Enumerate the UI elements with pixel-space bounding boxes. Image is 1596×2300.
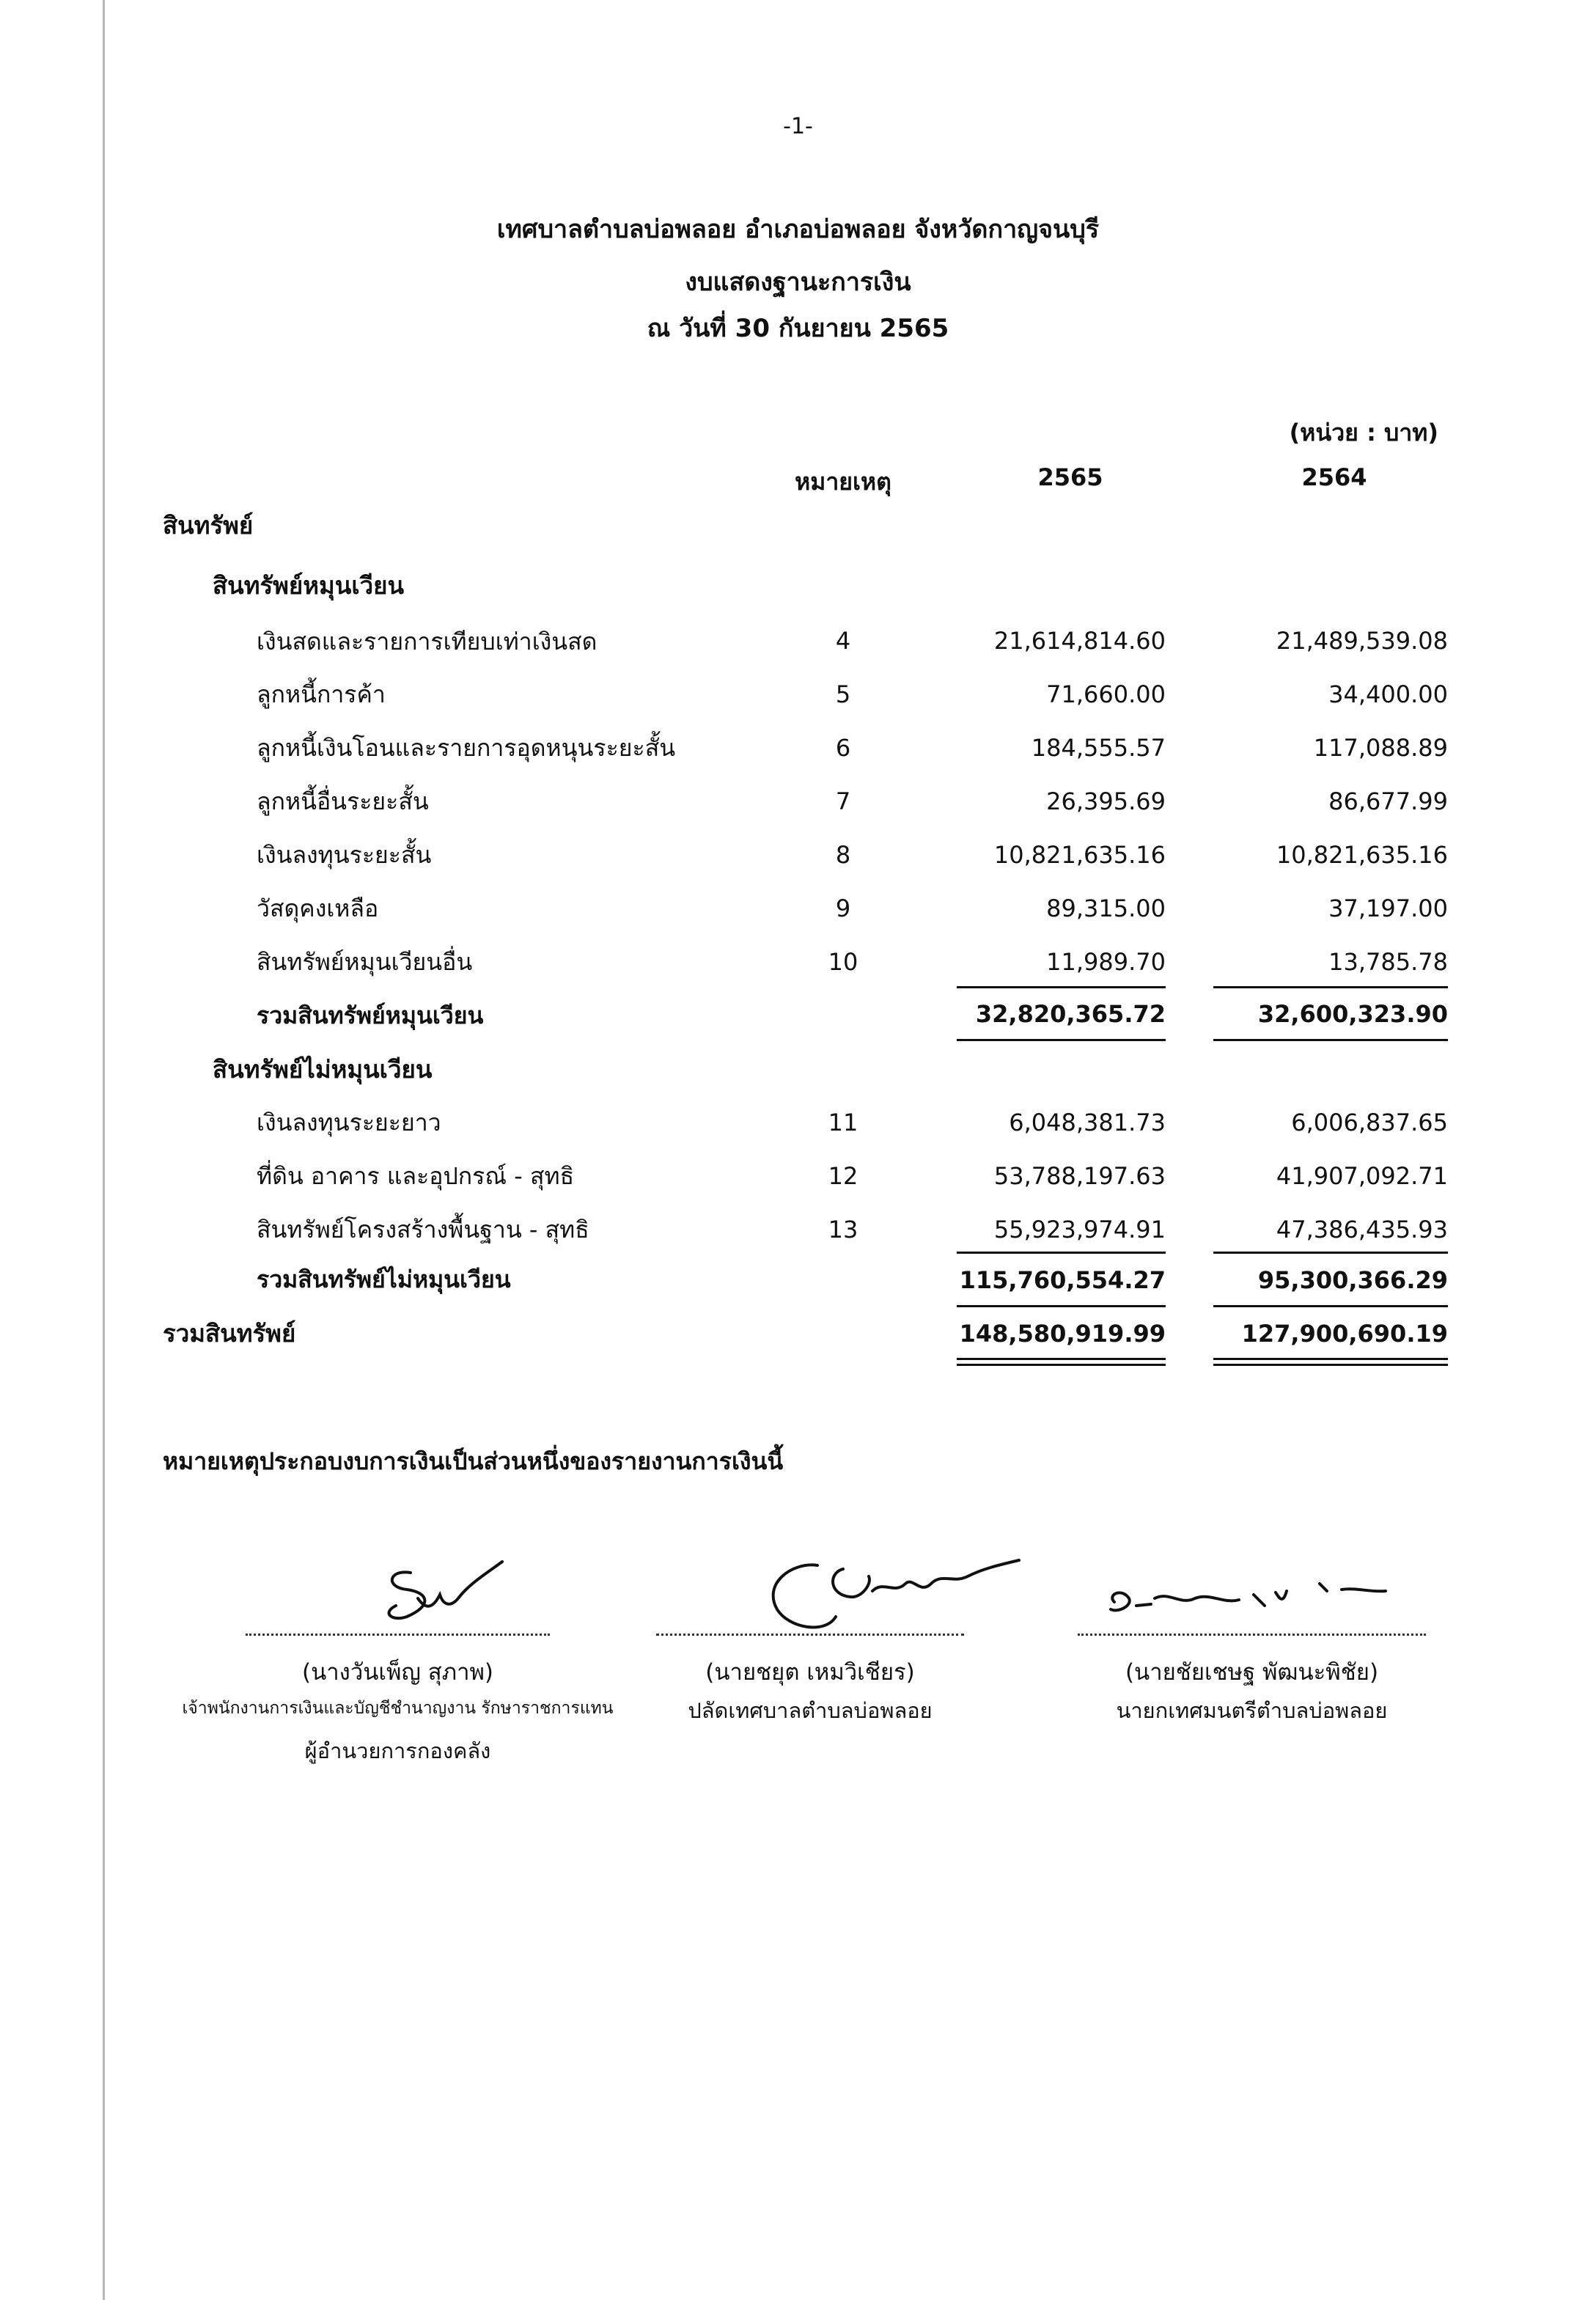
column-header-note: หมายเหตุ bbox=[795, 468, 891, 496]
row-amount-2565: 26,395.69 bbox=[1046, 787, 1166, 815]
signature-line-3 bbox=[1078, 1634, 1426, 1636]
subtotal-rule bbox=[957, 986, 1166, 988]
signature-3-image bbox=[1100, 1576, 1393, 1628]
row-label: เงินลงทุนระยะยาว bbox=[257, 1109, 441, 1136]
signatory-1-name: (นางวันเพ็ญ สุภาพ) bbox=[301, 1659, 494, 1686]
row-note: 12 bbox=[828, 1162, 858, 1190]
noncurrent-assets-heading: สินทรัพย์ไม่หมุนเวียน bbox=[213, 1055, 433, 1084]
current-assets-total-label: รวมสินทรัพย์หมุนเวียน bbox=[257, 1002, 484, 1029]
row-amount-2564: 41,907,092.71 bbox=[1276, 1162, 1448, 1190]
row-amount-2565: 21,614,814.60 bbox=[993, 627, 1166, 655]
row-label: ที่ดิน อาคาร และอุปกรณ์ - สุทธิ bbox=[257, 1162, 575, 1190]
noncurrent-assets-total-2565: 115,760,554.27 bbox=[959, 1266, 1166, 1294]
current-assets-heading: สินทรัพย์หมุนเวียน bbox=[213, 571, 405, 600]
row-amount-2565: 53,788,197.63 bbox=[993, 1162, 1166, 1190]
row-label: วัสดุคงเหลือ bbox=[257, 894, 379, 922]
row-note: 8 bbox=[835, 841, 851, 869]
row-amount-2564: 34,400.00 bbox=[1328, 680, 1448, 708]
total-rule bbox=[957, 1039, 1166, 1041]
assets-heading: สินทรัพย์ bbox=[163, 511, 254, 540]
row-note: 7 bbox=[835, 787, 851, 815]
row-amount-2565: 6,048,381.73 bbox=[1009, 1109, 1166, 1136]
row-amount-2565: 89,315.00 bbox=[1046, 894, 1166, 922]
grand-total-2565: 148,580,919.99 bbox=[959, 1320, 1166, 1348]
row-label: สินทรัพย์หมุนเวียนอื่น bbox=[257, 948, 473, 976]
signatory-1-title: เจ้าพนักงานการเงินและบัญชีชำนาญงาน รักษาราชการแทน bbox=[182, 1699, 614, 1718]
row-note: 9 bbox=[835, 894, 851, 922]
row-note: 5 bbox=[835, 680, 851, 708]
row-amount-2564: 21,489,539.08 bbox=[1276, 627, 1448, 655]
double-rule-bottom bbox=[957, 1364, 1166, 1366]
row-note: 10 bbox=[828, 948, 858, 976]
signatory-1-title-2: ผู้อำนวยการกองคลัง bbox=[304, 1738, 491, 1763]
row-amount-2565: 71,660.00 bbox=[1046, 680, 1166, 708]
row-amount-2565: 184,555.57 bbox=[1031, 734, 1166, 762]
row-amount-2564: 6,006,837.65 bbox=[1291, 1109, 1448, 1136]
signature-2-image bbox=[748, 1554, 1026, 1642]
signature-line-2 bbox=[656, 1634, 964, 1636]
signature-line-1 bbox=[246, 1634, 550, 1636]
double-rule-bottom bbox=[1213, 1364, 1448, 1366]
row-amount-2564: 13,785.78 bbox=[1328, 948, 1448, 976]
signatory-3-name: (นายชัยเชษฐ พัฒนะพิชัย) bbox=[1125, 1659, 1379, 1686]
current-assets-total-2565: 32,820,365.72 bbox=[975, 1000, 1166, 1028]
row-label: ลูกหนี้อื่นระยะสั้น bbox=[257, 787, 429, 815]
grand-total-label: รวมสินทรัพย์ bbox=[163, 1319, 296, 1348]
row-note: 11 bbox=[828, 1109, 858, 1136]
signature-1-image bbox=[367, 1554, 513, 1635]
row-amount-2564: 37,197.00 bbox=[1328, 894, 1448, 922]
total-rule bbox=[1213, 1039, 1448, 1041]
subtotal-rule bbox=[1213, 1252, 1448, 1254]
subtotal-rule bbox=[957, 1252, 1166, 1254]
subtotal-rule bbox=[1213, 986, 1448, 988]
column-header-2564: 2564 bbox=[1301, 463, 1367, 491]
row-amount-2565: 55,923,974.91 bbox=[993, 1216, 1166, 1243]
signatory-3-title: นายกเทศมนตรีตำบลบ่อพลอย bbox=[1116, 1698, 1388, 1723]
double-rule-top bbox=[1213, 1358, 1448, 1360]
row-label: ลูกหนี้การค้า bbox=[257, 680, 386, 708]
currency-unit: (หน่วย : บาท) bbox=[1289, 419, 1438, 447]
row-note: 4 bbox=[835, 627, 851, 655]
row-amount-2564: 10,821,635.16 bbox=[1276, 841, 1448, 869]
double-rule-top bbox=[957, 1358, 1166, 1360]
row-amount-2565: 11,989.70 bbox=[1046, 948, 1166, 976]
row-label: เงินสดและรายการเทียบเท่าเงินสด bbox=[257, 628, 597, 655]
row-label: เงินลงทุนระยะสั้น bbox=[257, 841, 432, 869]
row-amount-2565: 10,821,635.16 bbox=[993, 841, 1166, 869]
row-amount-2564: 117,088.89 bbox=[1313, 734, 1448, 762]
total-rule bbox=[957, 1305, 1166, 1307]
row-amount-2564: 86,677.99 bbox=[1328, 787, 1448, 815]
noncurrent-assets-total-label: รวมสินทรัพย์ไม่หมุนเวียน bbox=[257, 1265, 511, 1293]
row-amount-2564: 47,386,435.93 bbox=[1276, 1216, 1448, 1243]
row-note: 6 bbox=[835, 734, 851, 762]
statement-title: งบแสดงฐานะการเงิน bbox=[685, 268, 911, 297]
noncurrent-assets-total-2564: 95,300,366.29 bbox=[1257, 1266, 1448, 1294]
statement-date: ณ วันที่ 30 กันยายน 2565 bbox=[647, 314, 949, 343]
signatory-2-name: (นายชยุต เหมวิเชียร) bbox=[705, 1659, 915, 1686]
page-number: -1- bbox=[783, 114, 813, 139]
signatory-2-title: ปลัดเทศบาลตำบลบ่อพลอย bbox=[688, 1698, 933, 1723]
current-assets-total-2564: 32,600,323.90 bbox=[1257, 1000, 1448, 1028]
row-note: 13 bbox=[828, 1216, 858, 1243]
row-label: สินทรัพย์โครงสร้างพื้นฐาน - สุทธิ bbox=[257, 1216, 589, 1243]
grand-total-2564: 127,900,690.19 bbox=[1241, 1320, 1448, 1348]
row-label: ลูกหนี้เงินโอนและรายการอุดหนุนระยะสั้น bbox=[257, 734, 676, 762]
total-rule bbox=[1213, 1305, 1448, 1307]
footnote: หมายเหตุประกอบงบการเงินเป็นส่วนหนึ่งของรายงานการเงินนี้ bbox=[163, 1447, 784, 1475]
org-title: เทศบาลตำบลบ่อพลอย อำเภอบ่อพลอย จังหวัดกาญจนบุรี bbox=[496, 215, 1100, 244]
column-header-2565: 2565 bbox=[1037, 463, 1103, 491]
